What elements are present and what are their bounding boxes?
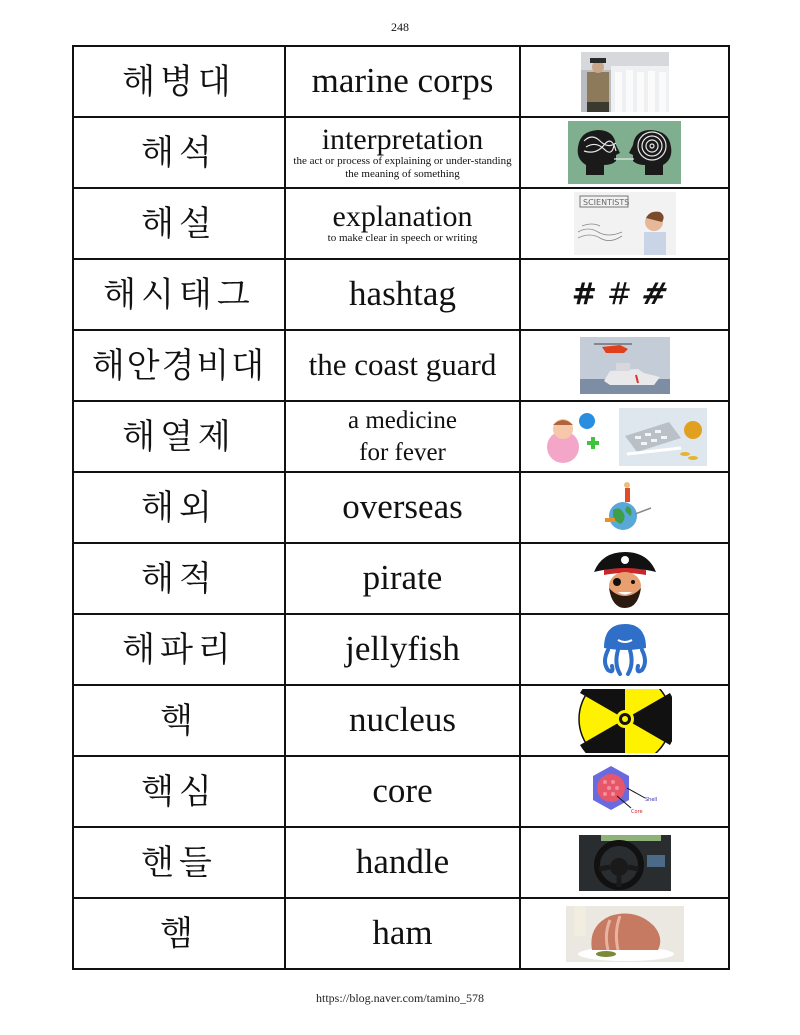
english-word: core [372,771,433,811]
image-cell [520,117,729,188]
image-cell [520,543,729,614]
english-word: jellyfish [345,629,460,669]
korean-word: 해적 [141,558,217,599]
english-word: interpretation [321,122,484,156]
table-row [73,614,729,685]
english-word: the coast guard [308,347,497,383]
hashtag-symbols [571,277,682,312]
table-row [73,259,729,330]
korean-cell [73,188,285,259]
table-row [73,898,729,969]
image-cell [520,685,729,756]
page-number: 248 [391,20,409,34]
korean-word: 핵 [160,700,198,741]
definition-text: to make clear in speech or writing [327,232,478,245]
radiation-symbol-icon [578,689,672,753]
english-cell [285,46,520,117]
image-cell [520,188,729,259]
english-line-2: for fever [359,438,446,466]
core-shell-diagram-icon [583,764,667,820]
vocabulary-table [72,45,730,970]
english-cell [285,827,520,898]
korean-cell [73,756,285,827]
table-row [73,401,729,472]
interpretation-illustration-icon [568,121,681,184]
english-cell [285,330,520,401]
image-cell [520,756,729,827]
steering-wheel-photo-icon [579,835,671,891]
english-word: nucleus [349,700,456,740]
table-row [73,827,729,898]
korean-word: 핸들 [141,842,217,883]
pills-thermometer-photo-icon [619,408,707,466]
korean-cell [73,46,285,117]
korean-word: 해석 [141,132,217,173]
definition-text: the act or process of explaining or under-standing the meaning of something [293,154,512,180]
footer-url: https://blog.naver.com/tamino_578 [316,991,484,1005]
table-row [73,685,729,756]
english-cell [285,756,520,827]
english-word: pirate [362,558,443,598]
english-cell [285,117,520,188]
korean-cell [73,117,285,188]
korean-word: 핵심 [141,771,217,812]
english-cell [285,188,520,259]
image-cell [520,330,729,401]
table-row [73,46,729,117]
english-word: hashtag [349,274,456,314]
korean-word: 햄 [160,913,198,954]
korean-word: 해파리 [122,629,236,670]
korean-word: 해외 [141,487,217,528]
korean-cell [73,330,285,401]
ham-photo-icon [566,906,684,962]
korean-word: 해시태그 [103,274,255,315]
english-cell [285,259,520,330]
english-word: ham [372,913,433,953]
english-word: marine corps [311,61,494,101]
pirate-face-icon [592,548,658,610]
korean-cell [73,543,285,614]
english-cell [285,685,520,756]
table-row [73,188,729,259]
korean-cell [73,401,285,472]
whiteboard-photo-icon [574,192,676,255]
table-row [73,472,729,543]
english-cell [285,472,520,543]
marine-photo-icon [581,52,669,112]
image-cell [520,46,729,117]
korean-cell [73,685,285,756]
svg-text:Shell: Shell [644,796,657,803]
korean-word: 해설 [141,203,217,244]
table-row [73,330,729,401]
korean-cell [73,827,285,898]
image-cell [520,827,729,898]
english-cell [285,543,520,614]
table-row [73,543,729,614]
english-word: overseas [342,487,463,527]
korean-word: 해안경비대 [91,345,267,386]
image-cell [520,472,729,543]
korean-word: 해열제 [122,416,236,457]
korean-cell [73,472,285,543]
korean-word: 해병대 [122,61,236,102]
globe-traveler-icon [595,478,655,538]
svg-text:Core: Core [630,808,643,815]
fever-cartoon-icon [543,407,605,467]
table-row [73,756,729,827]
jellyfish-icon [598,620,652,680]
english-word: explanation [332,200,473,234]
english-cell [285,614,520,685]
english-word: handle [355,842,450,882]
hash-slanted-icon: # [637,277,682,312]
image-cell [520,614,729,685]
hash-bold-icon: # [571,277,607,312]
coast-guard-photo-icon [580,337,670,394]
image-cell [520,401,729,472]
svg-text:SCIENTISTS: SCIENTISTS [582,198,629,207]
table-row [73,117,729,188]
english-cell [285,401,520,472]
korean-cell [73,614,285,685]
korean-cell [73,898,285,969]
image-cell [520,898,729,969]
english-cell [285,898,520,969]
image-cell [520,259,729,330]
korean-cell [73,259,285,330]
english-line-1: a medicine [348,407,457,435]
hash-thin-icon: # [606,277,643,312]
